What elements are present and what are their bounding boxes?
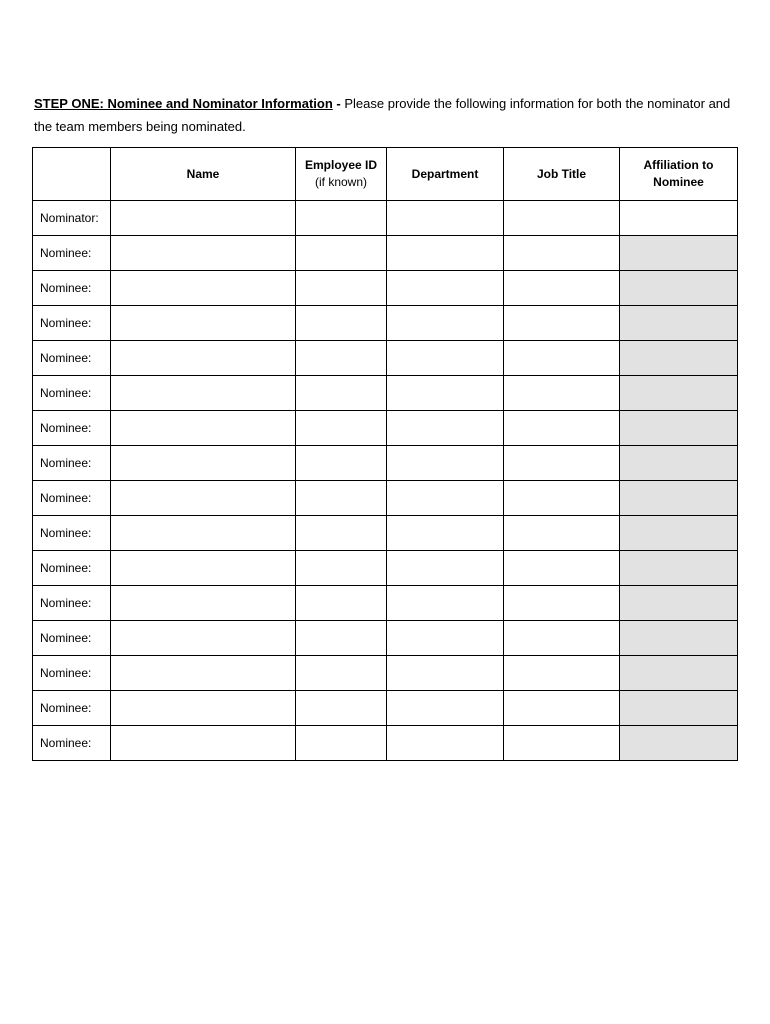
header-job-title: Job Title <box>504 148 620 201</box>
name-cell[interactable] <box>111 271 296 306</box>
affiliation-cell <box>620 271 738 306</box>
table-row <box>33 411 738 446</box>
name-cell[interactable] <box>111 341 296 376</box>
row-label: Nominee: <box>33 691 111 726</box>
header-row-label <box>33 148 111 201</box>
employee-id-cell[interactable] <box>296 481 387 516</box>
table-row <box>33 726 738 761</box>
row-label: Nominee: <box>33 726 111 761</box>
row-label: Nominee: <box>33 586 111 621</box>
job-title-cell[interactable] <box>504 236 620 271</box>
department-cell[interactable] <box>387 656 504 691</box>
department-cell[interactable] <box>387 726 504 761</box>
department-cell[interactable] <box>387 306 504 341</box>
name-cell[interactable] <box>111 236 296 271</box>
employee-id-cell[interactable] <box>296 551 387 586</box>
table-row <box>33 551 738 586</box>
employee-id-cell[interactable] <box>296 621 387 656</box>
name-cell[interactable] <box>111 446 296 481</box>
employee-id-cell[interactable] <box>296 236 387 271</box>
department-cell[interactable] <box>387 201 504 236</box>
employee-id-cell[interactable] <box>296 201 387 236</box>
step-one-heading: STEP ONE: Nominee and Nominator Information <box>34 96 333 111</box>
job-title-cell[interactable] <box>504 551 620 586</box>
affiliation-cell[interactable] <box>620 201 738 236</box>
row-label: Nominee: <box>33 411 111 446</box>
affiliation-cell <box>620 656 738 691</box>
employee-id-cell[interactable] <box>296 306 387 341</box>
job-title-cell[interactable] <box>504 341 620 376</box>
table-row <box>33 691 738 726</box>
row-label: Nominee: <box>33 306 111 341</box>
affiliation-cell <box>620 726 738 761</box>
header-employee-id <box>296 148 387 201</box>
step-one-description: Please provide the following information for both the nominator and the team members being nominated. <box>34 96 731 134</box>
row-label: Nominee: <box>33 621 111 656</box>
department-cell[interactable] <box>387 341 504 376</box>
heading-separator: - <box>332 96 345 111</box>
employee-id-cell[interactable] <box>296 271 387 306</box>
department-cell[interactable] <box>387 411 504 446</box>
department-cell[interactable] <box>387 376 504 411</box>
row-label: Nominee: <box>33 236 111 271</box>
affiliation-cell <box>620 306 738 341</box>
nominee-information-table <box>32 147 738 761</box>
affiliation-cell <box>620 411 738 446</box>
department-cell[interactable] <box>387 271 504 306</box>
row-label: Nominee: <box>33 551 111 586</box>
row-label: Nominee: <box>33 516 111 551</box>
table-row <box>33 341 738 376</box>
table-row <box>33 586 738 621</box>
department-cell[interactable] <box>387 586 504 621</box>
name-cell[interactable] <box>111 481 296 516</box>
affiliation-cell <box>620 551 738 586</box>
affiliation-cell <box>620 481 738 516</box>
table-row <box>33 621 738 656</box>
header-employee-id-label: Employee ID <box>304 158 378 172</box>
table-row <box>33 516 738 551</box>
header-department: Department <box>387 148 504 201</box>
affiliation-cell <box>620 516 738 551</box>
employee-id-cell[interactable] <box>296 341 387 376</box>
affiliation-cell <box>620 341 738 376</box>
job-title-cell[interactable] <box>504 201 620 236</box>
job-title-cell[interactable] <box>504 586 620 621</box>
row-label: Nominee: <box>33 481 111 516</box>
table-row <box>33 236 738 271</box>
name-cell[interactable] <box>111 376 296 411</box>
header-affiliation: Affiliation to Nominee <box>620 148 738 201</box>
name-cell[interactable] <box>111 726 296 761</box>
job-title-cell[interactable] <box>504 656 620 691</box>
employee-id-cell[interactable] <box>296 726 387 761</box>
step-one-instructions <box>34 92 734 138</box>
table-row <box>33 201 738 236</box>
job-title-cell[interactable] <box>504 306 620 341</box>
employee-id-cell[interactable] <box>296 516 387 551</box>
name-cell[interactable] <box>111 201 296 236</box>
employee-id-cell[interactable] <box>296 586 387 621</box>
name-cell[interactable] <box>111 691 296 726</box>
name-cell[interactable] <box>111 656 296 691</box>
job-title-cell[interactable] <box>504 376 620 411</box>
table-row <box>33 446 738 481</box>
department-cell[interactable] <box>387 691 504 726</box>
table-row <box>33 656 738 691</box>
job-title-cell[interactable] <box>504 691 620 726</box>
job-title-cell[interactable] <box>504 481 620 516</box>
name-cell[interactable] <box>111 551 296 586</box>
name-cell[interactable] <box>111 516 296 551</box>
job-title-cell[interactable] <box>504 726 620 761</box>
row-label: Nominee: <box>33 341 111 376</box>
department-cell[interactable] <box>387 551 504 586</box>
name-cell[interactable] <box>111 621 296 656</box>
job-title-cell[interactable] <box>504 516 620 551</box>
row-label: Nominee: <box>33 656 111 691</box>
employee-id-cell[interactable] <box>296 446 387 481</box>
department-cell[interactable] <box>387 481 504 516</box>
affiliation-cell <box>620 376 738 411</box>
department-cell[interactable] <box>387 621 504 656</box>
affiliation-cell <box>620 586 738 621</box>
job-title-cell[interactable] <box>504 271 620 306</box>
affiliation-cell <box>620 446 738 481</box>
table-row <box>33 481 738 516</box>
department-cell[interactable] <box>387 236 504 271</box>
department-cell[interactable] <box>387 446 504 481</box>
table-row <box>33 376 738 411</box>
row-label: Nominee: <box>33 271 111 306</box>
name-cell[interactable] <box>111 586 296 621</box>
affiliation-cell <box>620 621 738 656</box>
table-row <box>33 306 738 341</box>
name-cell[interactable] <box>111 306 296 341</box>
employee-id-cell[interactable] <box>296 656 387 691</box>
job-title-cell[interactable] <box>504 411 620 446</box>
affiliation-cell <box>620 236 738 271</box>
header-employee-id-note: (if known) <box>314 175 367 189</box>
employee-id-cell[interactable] <box>296 411 387 446</box>
employee-id-cell[interactable] <box>296 376 387 411</box>
job-title-cell[interactable] <box>504 446 620 481</box>
row-label: Nominator: <box>33 201 111 236</box>
table-row <box>33 271 738 306</box>
job-title-cell[interactable] <box>504 621 620 656</box>
row-label: Nominee: <box>33 446 111 481</box>
name-cell[interactable] <box>111 411 296 446</box>
header-name: Name <box>111 148 296 201</box>
table-header-row <box>33 148 738 201</box>
row-label: Nominee: <box>33 376 111 411</box>
affiliation-cell <box>620 691 738 726</box>
employee-id-cell[interactable] <box>296 691 387 726</box>
department-cell[interactable] <box>387 516 504 551</box>
